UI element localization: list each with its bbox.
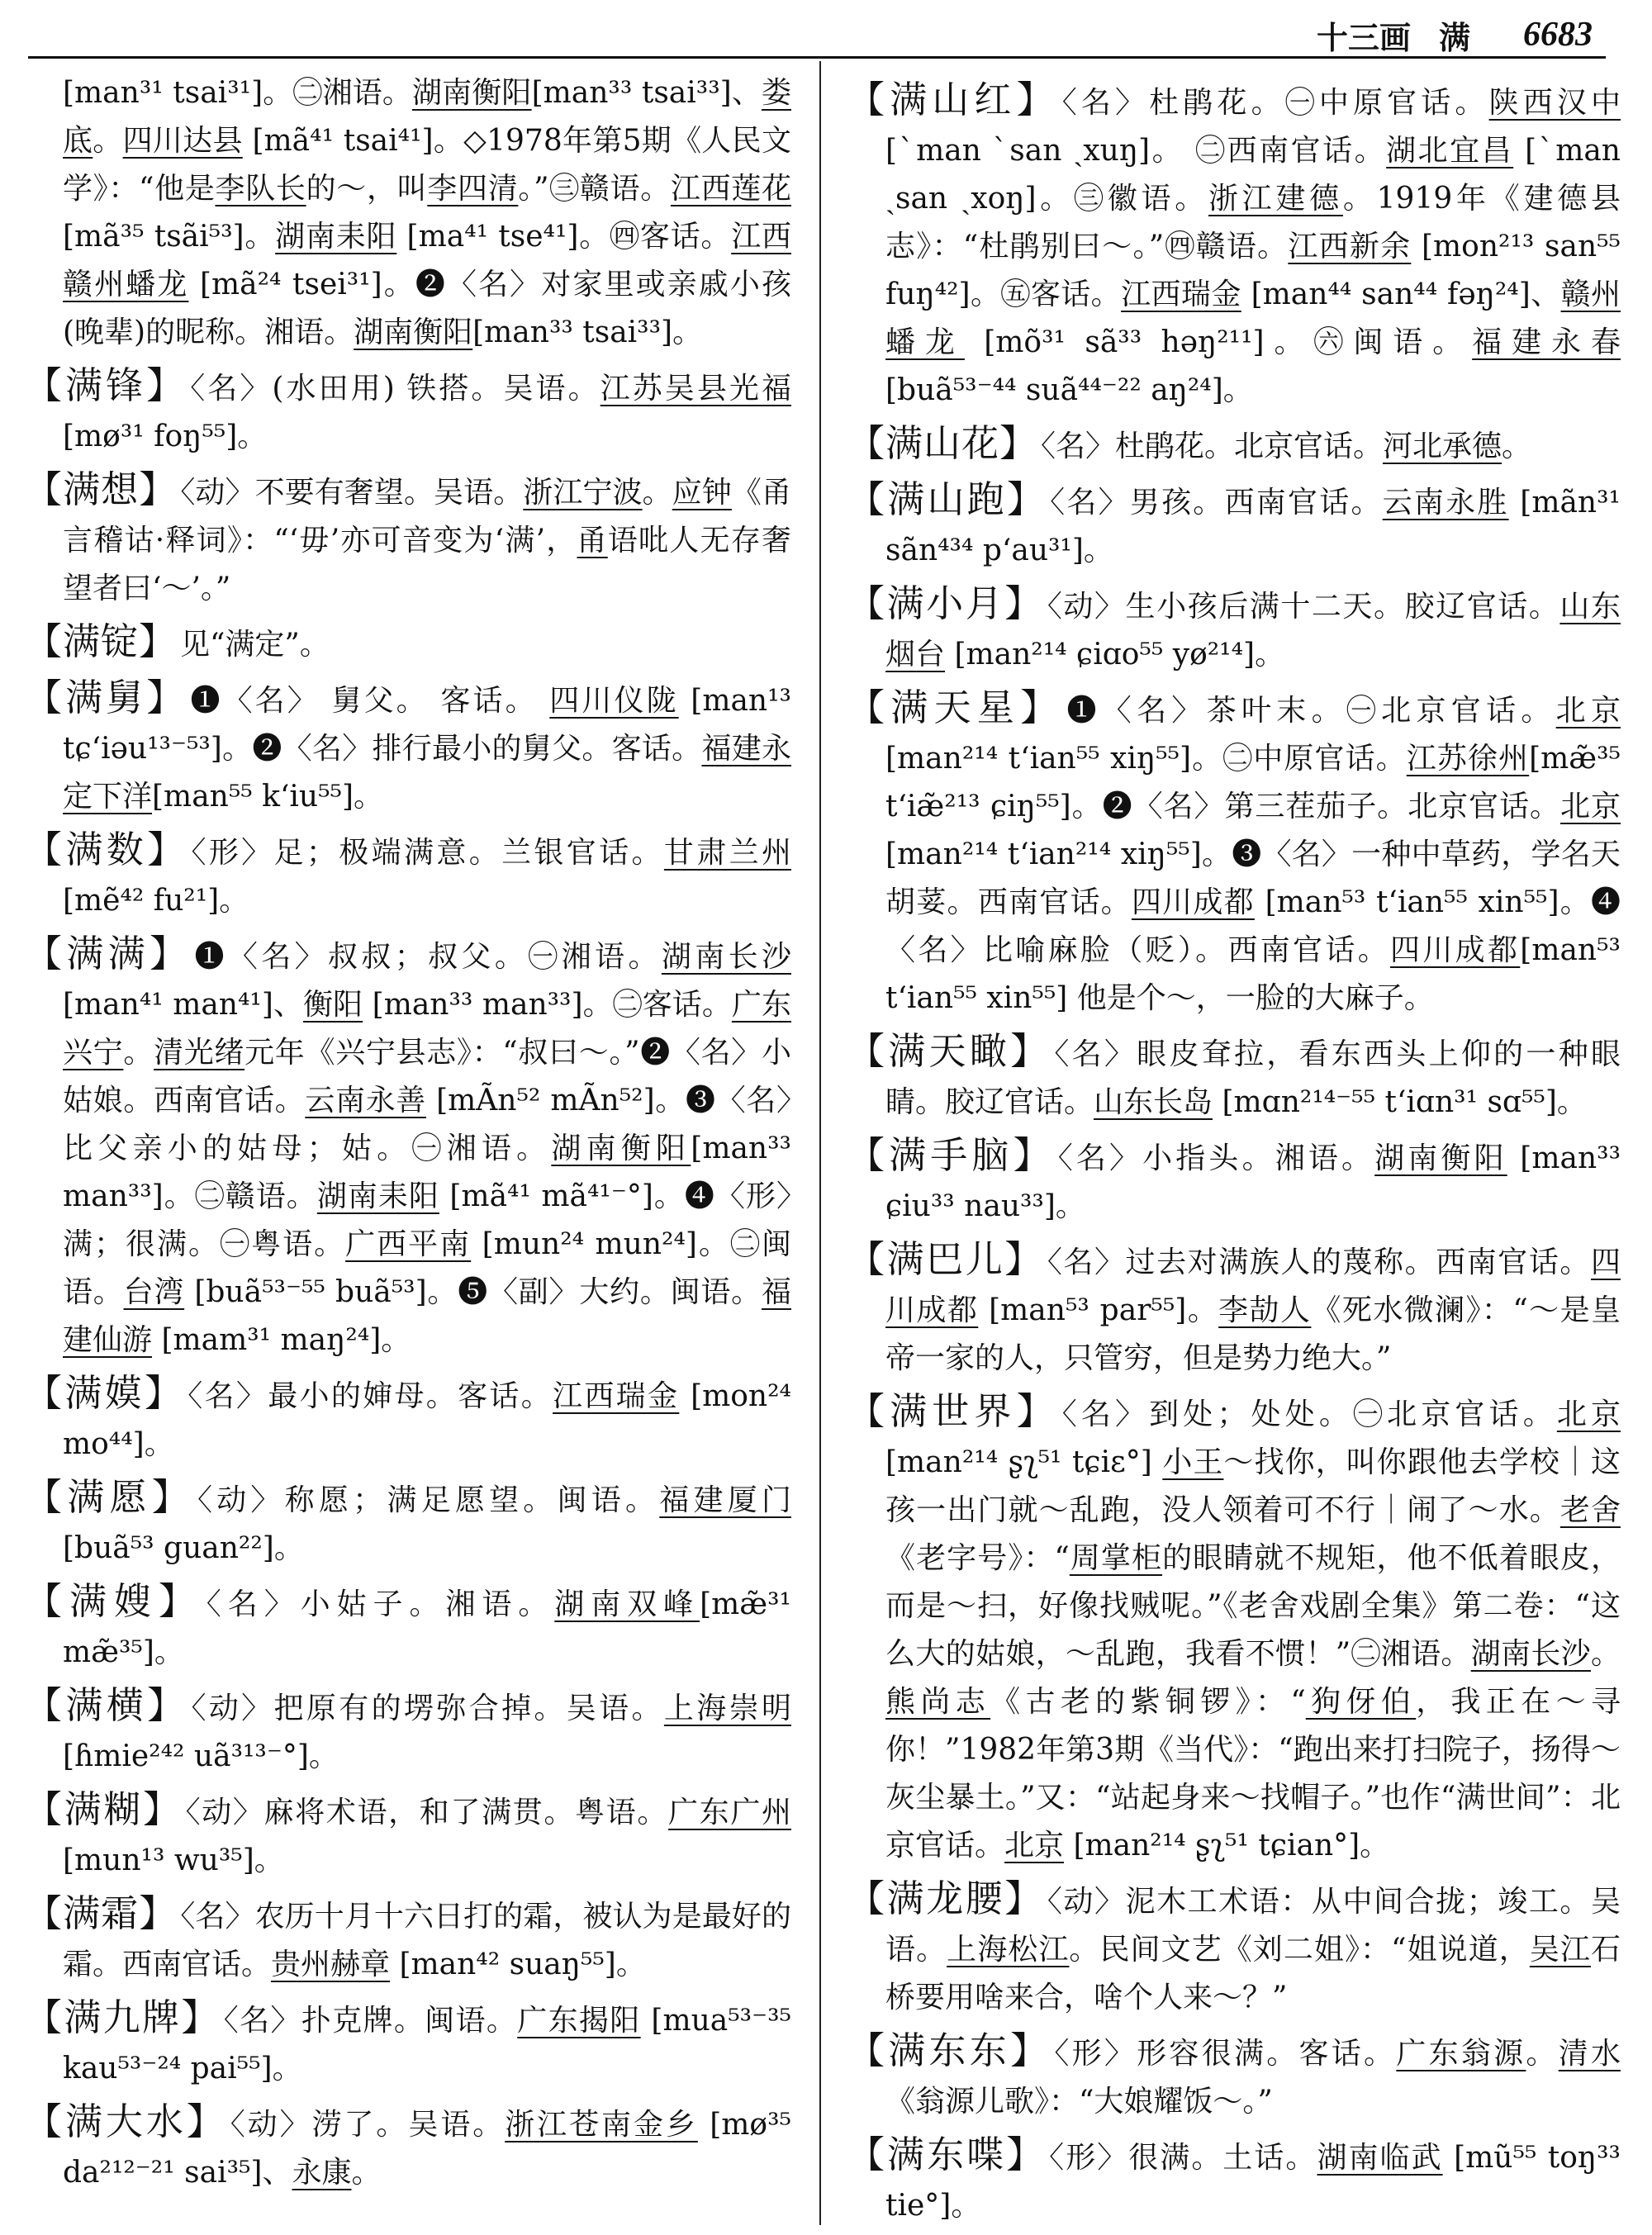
entry-continuation — [25, 69, 791, 357]
definition-text: 〈名〉男孩。西南官话。 — [1050, 486, 1383, 520]
definition-text: [mua⁵³⁻³⁵ kau⁵³⁻²⁴ pai⁵⁵]。 — [63, 2004, 791, 2086]
definition-text: 〈名〉杜鹃花。北京官话。 — [1041, 429, 1384, 463]
underlined-term: 湖南衡阳 — [354, 316, 473, 349]
definition-text: [man²¹⁴ tʻian²¹⁴ xiŋ⁵⁵]。❸〈名〉一种中草药，学名天胡荽。西南官话。 — [885, 838, 1621, 919]
definition-text: 。 — [1526, 2037, 1559, 2071]
definition-text: 〈动〉泥木工术语：从中间合拢；竣工。吴语。 — [885, 1885, 1621, 1967]
definition-text: [mÃn⁵² mÃn⁵²]。❸〈名〉比父亲小的姑母；姑。㊀湘语。 — [63, 1084, 791, 1165]
underlined-term: 四川成都 — [1131, 885, 1255, 919]
definition-text: [mæ̃³¹ mæ̃³⁵]。 — [63, 1587, 791, 1669]
dictionary-entry — [847, 684, 1621, 1023]
right-column — [847, 76, 1621, 2235]
dictionary-entry — [847, 1132, 1621, 1231]
underlined-term: 湖南长沙 — [1470, 1637, 1591, 1671]
headword: 【满山红】 — [847, 78, 1059, 121]
definition-text: [buã⁵³⁻⁵⁵ buã⁵³]。❺〈副〉大约。闽语。 — [184, 1275, 762, 1309]
underlined-term: 江西赣州蟠龙 — [63, 220, 791, 301]
headword: 【满龙腰】 — [847, 1877, 1044, 1920]
definition-text: 语吡人无存奢望者曰‘～’。” — [63, 524, 791, 605]
dictionary-entry — [847, 476, 1621, 575]
underlined-term: 清水 — [1558, 2037, 1621, 2071]
underlined-term: 江西瑞金 — [553, 1379, 680, 1413]
definition-text: [mẽ⁴² fu²¹]。 — [63, 884, 249, 918]
section-label: 十三画 — [1316, 18, 1411, 56]
definition-text: 〈形〉形容很满。客话。 — [1054, 2037, 1397, 2071]
underlined-term: 北京 — [1556, 1397, 1621, 1431]
definition-text: [mɑn²¹⁴⁻⁵⁵ tʻiɑn³¹ sɑ⁵⁵]。 — [1213, 1085, 1587, 1119]
underlined-term: 老舍 — [1559, 1493, 1621, 1527]
underlined-term: 四川成都 — [1390, 933, 1521, 967]
headword: 【满山跑】 — [847, 477, 1047, 521]
underlined-term: 赣州蟠龙 — [885, 278, 1621, 359]
underlined-term: 湖南耒阳 — [316, 1179, 439, 1213]
underlined-term: 江西瑞金 — [1121, 278, 1241, 311]
definition-text: [man³³ tsai³³]、 — [531, 76, 762, 110]
dictionary-entry — [25, 1578, 791, 1677]
headword: 【满小月】 — [847, 581, 1044, 625]
definition-text: [man³³ man³³]。㊁客话。 — [363, 988, 732, 1022]
underlined-term: 湖南衡阳 — [551, 1132, 691, 1165]
underlined-term: 福建仙游 — [63, 1275, 791, 1357]
underlined-term: 周掌柜 — [1069, 1541, 1163, 1575]
headword: 【满世界】 — [847, 1389, 1059, 1433]
definition-text: [man⁵³ par⁵⁵]。 — [978, 1293, 1219, 1327]
dictionary-entry — [847, 580, 1621, 679]
definition-text: 〈形〉足；极端满意。兰银官话。 — [191, 836, 664, 870]
underlined-term: 湖南耒阳 — [275, 220, 397, 254]
definition-text: 《翁源儿歌》：“大娘耀饭～。” — [885, 2085, 1273, 2119]
dictionary-entry — [847, 1027, 1621, 1127]
underlined-term: 云南永善 — [305, 1084, 426, 1118]
underlined-term: 甘肃兰州 — [663, 836, 791, 870]
underlined-term: 熊尚志 — [885, 1685, 991, 1719]
underlined-term: 山东烟台 — [885, 590, 1621, 671]
dictionary-entry — [847, 1236, 1621, 1383]
definition-text: 。 — [351, 2156, 382, 2190]
definition-text: 《死水微澜》：“～是皇帝一家的人，只管穷，但是势力绝大。” — [885, 1293, 1621, 1375]
definition-text: [mõ³¹ sã³³ həŋ²¹¹]。㊅闽语。 — [964, 325, 1473, 359]
definition-text: 〈名〉过去对满族人的蔑称。西南官话。 — [1047, 1246, 1591, 1279]
underlined-term: 湖南长沙 — [661, 940, 791, 974]
definition-text: [ma⁴¹ tse⁴¹]。㊃客话。 — [396, 220, 732, 254]
dictionary-entry — [25, 618, 791, 669]
underlined-term: 衡阳 — [303, 988, 363, 1022]
underlined-term: 李队长 — [215, 172, 306, 206]
definition-text: ，我正在～寻你！”1982年第3期《当代》：“跑出来打扫院子，扬得～灰尘暴土。”又：“站起身来～找帽子。”也作“满世间”：北京官话。 — [885, 1685, 1621, 1862]
underlined-term: 上海崇明 — [663, 1692, 791, 1725]
definition-text: 〈名〉(水田用) 铁搭。吴语。 — [190, 372, 601, 406]
underlined-term: 广东揭阳 — [517, 2004, 641, 2038]
underlined-term: 江苏吴县光福 — [600, 372, 791, 406]
definition-text: 《古老的紫铜锣》：“ — [990, 1685, 1306, 1719]
definition-text: 〈名〉到处；处处。㊀北京官话。 — [1061, 1397, 1557, 1431]
definition-text: [ˋman ˏsan ˏxoŋ]。㊂徽语。 — [885, 134, 1621, 216]
underlined-term: 福建永春 — [1472, 325, 1621, 359]
dictionary-entry — [25, 1994, 791, 2093]
underlined-term: 清光绪 — [154, 1036, 245, 1070]
underlined-term: 江苏徐州 — [1406, 742, 1530, 776]
underlined-term: 北京 — [1555, 694, 1621, 728]
definition-text: [man⁴¹ man⁴¹]、 — [63, 988, 304, 1022]
headword: 【满天瞰】 — [847, 1029, 1051, 1073]
definition-text: [man⁵³ tʻian⁵⁵ xin⁵⁵]。❹〈名〉比喻麻脸（贬）。西南官话。 — [885, 885, 1621, 967]
definition-text: 。民间文艺《刘二姐》：“姐说道， — [1069, 1933, 1530, 1967]
underlined-term: 甬 — [577, 524, 608, 558]
underlined-term: 湖北宜昌 — [1386, 134, 1514, 168]
definition-text: [mũ⁵⁵ toŋ³³ tie°]。 — [885, 2141, 1621, 2223]
headword: 【满嫫】 — [25, 1371, 185, 1415]
definition-text: 。 — [642, 476, 672, 510]
definition-text: 。 — [1502, 429, 1532, 463]
definition-text: [man³¹ tsai³¹]。㊁湘语。 — [63, 76, 412, 110]
definition-text: [man³³ tsai³³]。 — [472, 316, 703, 349]
dictionary-entry — [25, 1682, 791, 1781]
headword: 【满巴儿】 — [847, 1237, 1044, 1281]
headword: 【满霜】 — [25, 1891, 178, 1935]
underlined-term: 应钟 — [672, 476, 732, 510]
definition-text: [man³³ ɕiu³³ nau³³]。 — [885, 1141, 1621, 1223]
definition-text: 。 — [93, 124, 123, 158]
dictionary-entry — [847, 1875, 1621, 2022]
underlined-term: 湖南衡阳 — [1374, 1141, 1507, 1175]
definition-text: 〈名〉杜鹃花。㊀中原官话。 — [1061, 86, 1489, 120]
definition-text: 〈名〉小姑子。湘语。 — [206, 1587, 555, 1621]
underlined-term: 北京 — [1560, 790, 1621, 823]
left-column — [25, 69, 791, 2202]
definition-text: [ɦmie²⁴² uã³¹³⁻°]。 — [63, 1739, 339, 1773]
definition-text: 。”㊂赣语。 — [518, 172, 671, 206]
definition-text: ❶〈名〉茶叶末。㊀北京官话。 — [1066, 694, 1556, 728]
underlined-term: 小王 — [1162, 1445, 1224, 1479]
underlined-term: 陕西汉中 — [1488, 86, 1621, 120]
underlined-term: 吴江 — [1529, 1933, 1591, 1967]
underlined-term: 江西莲花 — [670, 172, 791, 206]
underlined-term: 广东广州 — [668, 1796, 791, 1829]
dictionary-entry — [25, 362, 791, 461]
definition-text: [mãn³¹ sãn⁴³⁴ pʻau³¹]。 — [885, 486, 1621, 567]
definition-text: 〈动〉称愿；满足愿望。闽语。 — [197, 1483, 660, 1517]
underlined-term: 云南永胜 — [1382, 486, 1509, 520]
definition-text: [man⁴⁴ san⁴⁴ fəŋ²⁴]、 — [1241, 278, 1561, 311]
dictionary-entry — [25, 1890, 791, 1989]
definition-text: 元年《兴宁县志》：“叔曰～。”❷〈名〉小姑娘。西南官话。 — [63, 1036, 791, 1118]
underlined-term: 浙江宁波 — [523, 476, 643, 510]
definition-text: [mam³¹ maŋ²⁴]。 — [152, 1323, 411, 1357]
dictionary-entry — [25, 674, 791, 821]
definition-text: [mun²⁴ mun²⁴]。㊁闽语。 — [63, 1227, 791, 1309]
definition-text: [mon²¹³ san⁵⁵ fuŋ⁴²]。㊄客话。 — [885, 230, 1621, 311]
dictionary-entry — [847, 2027, 1621, 2126]
running-head — [1317, 12, 1593, 58]
definition-text: 。1919年《建德县志》：“杜鹃别曰～。”㊃赣语。 — [885, 182, 1621, 263]
underlined-term: 李四清 — [427, 172, 519, 206]
underlined-term: 四川达县 — [122, 124, 243, 158]
headword: 【满天星】 — [847, 686, 1064, 729]
dictionary-entry — [847, 1388, 1621, 1870]
dictionary-entry — [25, 1369, 791, 1469]
underlined-term: 北京 — [1004, 1829, 1065, 1862]
headword: 【满九牌】 — [25, 1995, 221, 2039]
dictionary-entry — [847, 2131, 1621, 2230]
definition-text: 〈动〉不要有奢望。吴语。 — [180, 476, 524, 510]
definition-text: 见“满定”。 — [180, 628, 330, 662]
underlined-term: 永康 — [292, 2156, 352, 2190]
underlined-term: 广东兴宁 — [63, 988, 791, 1070]
definition-text: [mun¹³ wu³⁵]。 — [63, 1844, 284, 1877]
headword: 【满数】 — [25, 828, 188, 871]
header-rule — [28, 56, 1606, 59]
definition-text: [mø³⁵ da²¹²⁻²¹ sai³⁵]、 — [63, 2108, 791, 2190]
underlined-term: 浙江苍南金乡 — [505, 2108, 698, 2142]
definition-text: [buã⁵³⁻⁴⁴ suã⁴⁴⁻²² aŋ²⁴]。 — [885, 373, 1253, 407]
dictionary-entry — [847, 76, 1621, 415]
headword: 【满东东】 — [847, 2029, 1051, 2072]
dictionary-entry — [25, 826, 791, 925]
underlined-term: 贵州赫章 — [271, 1948, 391, 1981]
definition-text: 〈动〉涝了。吴语。 — [230, 2108, 506, 2142]
headword: 【满愿】 — [25, 1475, 194, 1519]
definition-text: [mon²⁴ mo⁴⁴]。 — [63, 1379, 791, 1461]
column-divider — [819, 61, 821, 2225]
underlined-term: 上海松江 — [947, 1933, 1070, 1967]
underlined-term: 河北承德 — [1383, 429, 1502, 463]
definition-text: 《甬言稽诂·释词》：“‘毋’亦可音变为‘满’， — [63, 476, 791, 558]
underlined-term: 浙江建德 — [1208, 182, 1343, 216]
underlined-term: 福建永定下洋 — [63, 732, 791, 814]
headword: 【满山花】 — [847, 421, 1038, 465]
definition-text: 〈动〉生小孩后满十二天。胶辽官话。 — [1047, 590, 1560, 624]
headword: 【满舅】 — [25, 676, 188, 719]
underlined-term: 江西新余 — [1288, 230, 1412, 263]
definition-text: 〈形〉很满。土话。 — [1049, 2141, 1317, 2175]
definition-text: [man⁵³ tʻian⁵⁵ xin⁵⁵] 他是个～，一脸的大麻子。 — [885, 933, 1621, 1015]
definition-text: ❶〈名〉 舅父。 客话。 — [190, 684, 550, 718]
headword: 【满锋】 — [25, 363, 188, 407]
definition-text: 。 — [1590, 1637, 1621, 1671]
dictionary-entry — [25, 1786, 791, 1885]
underlined-term: 台湾 — [123, 1275, 185, 1309]
definition-text: [mæ̃³⁵ tʻiæ̃²¹³ ɕiŋ⁵⁵]。❷〈名〉第三茬茄子。北京官话。 — [885, 742, 1621, 823]
definition-text: 石桥要用啥来合，啥个人来～？” — [885, 1933, 1621, 2014]
underlined-term: 四川仪陇 — [549, 684, 679, 718]
headword: 【满想】 — [25, 467, 178, 511]
head-character: 满 — [1438, 18, 1470, 56]
headword: 【满嫂】 — [25, 1579, 203, 1623]
definition-text: 〈动〉把原有的塄弥合掉。吴语。 — [191, 1692, 664, 1725]
page-number: 6683 — [1523, 16, 1593, 54]
definition-text: [man³³ man³³]。㊁赣语。 — [63, 1132, 791, 1213]
headword: 【满横】 — [25, 1683, 188, 1727]
definition-text: [man²¹⁴ ʂʅ⁵¹ tɕiɛ°] — [885, 1445, 1163, 1479]
dictionary-entry — [25, 1473, 791, 1573]
definition-text: 《老字号》：“ — [885, 1541, 1070, 1575]
underlined-term: 山东长岛 — [1094, 1085, 1213, 1119]
definition-text: [mø³¹ foŋ⁵⁵]。 — [63, 420, 268, 453]
definition-text: ❶〈名〉叔叔；叔父。㊀湘语。 — [194, 940, 662, 974]
headword: 【满糊】 — [25, 1787, 183, 1831]
definition-text: [mã⁴¹ mã⁴¹⁻°]。❹〈形〉满；很满。㊀粤语。 — [63, 1179, 791, 1261]
definition-text: [man²¹⁴ tʻian⁵⁵ xiŋ⁵⁵]。㊁中原官话。 — [885, 742, 1407, 776]
definition-text: [ˋman ˋsan ˏxuŋ]。 ㊁西南官话。 — [885, 134, 1387, 168]
dictionary-entry — [25, 930, 791, 1364]
definition-text: 的眼睛就不规矩，他不低着眼皮，而是～扫，好像找贼呢。”《老舍戏剧全集》第二卷：“这么大的姑娘，～乱跑，我看不惯！”㊁湘语。 — [885, 1541, 1621, 1671]
definition-text: [mã²⁴ tsei³¹]。❷〈名〉对家里或亲戚小孩(晚辈)的昵称。湘语。 — [63, 268, 791, 349]
dictionary-entry — [25, 2098, 791, 2197]
dictionary-entry — [847, 420, 1621, 471]
definition-text: [man⁵⁵ kʻiu⁵⁵]。 — [152, 780, 384, 814]
definition-text: [mã³⁵ tsãi⁵³]。 — [63, 220, 276, 254]
definition-text: 。 — [123, 1036, 154, 1070]
definition-text: 〈动〉麻将术语，和了满贯。粤语。 — [185, 1796, 669, 1829]
headword: 【满大水】 — [25, 2100, 227, 2143]
definition-text: ～找你，叫你跟他去学校｜这孩一出门就～乱跑，没人领着可不行｜闹了～水。 — [885, 1445, 1621, 1527]
definition-text: 〈名〉农历十月十六日打的霜，被认为是最好的霜。西南官话。 — [63, 1900, 791, 1981]
headword: 【满手脑】 — [847, 1133, 1055, 1177]
definition-text: [man²¹⁴ ʂʅ⁵¹ tɕian°]。 — [1064, 1829, 1390, 1862]
underlined-term: 湖南衡阳 — [411, 76, 532, 110]
definition-text: 〈名〉扑克牌。闽语。 — [223, 2004, 518, 2038]
definition-text: 〈名〉小指头。湘语。 — [1057, 1141, 1375, 1175]
definition-text: 〈名〉眼皮耷拉，看东西头上仰的一种眼睛。胶辽官话。 — [885, 1037, 1621, 1119]
underlined-term: 福建厦门 — [659, 1483, 791, 1517]
definition-text: [buã⁵³ guan²²]。 — [63, 1531, 304, 1565]
headword: 【满东喋】 — [847, 2133, 1047, 2176]
definition-text: 的～，叫 — [306, 172, 428, 206]
underlined-term: 四川成都 — [885, 1246, 1621, 1327]
underlined-term: 广东翁源 — [1396, 2037, 1526, 2071]
headword: 【满锭】 — [25, 619, 178, 663]
underlined-term: 湖南临武 — [1317, 2141, 1443, 2175]
definition-text: [mã⁴¹ tsai⁴¹]。◇1978年第5期《人民文学》：“他是 — [63, 124, 791, 206]
dictionary-entry — [25, 466, 791, 613]
definition-text: [man¹³ tɕʻiəu¹³⁻⁵³]。❷〈名〉排行最小的舅父。客话。 — [63, 684, 791, 766]
definition-text: 〈名〉最小的婶母。客话。 — [188, 1379, 553, 1413]
underlined-term: 广西平南 — [345, 1227, 472, 1261]
underlined-term: 狗伢伯 — [1305, 1685, 1417, 1719]
underlined-term: 娄底 — [63, 76, 791, 158]
underlined-term: 湖南双峰 — [554, 1587, 700, 1621]
headword: 【满满】 — [25, 932, 192, 975]
underlined-term: 李劼人 — [1218, 1293, 1312, 1327]
definition-text: [man⁴² suaŋ⁵⁵]。 — [390, 1948, 646, 1981]
definition-text: [man²¹⁴ ɕiɑo⁵⁵ yø²¹⁴]。 — [945, 638, 1285, 671]
